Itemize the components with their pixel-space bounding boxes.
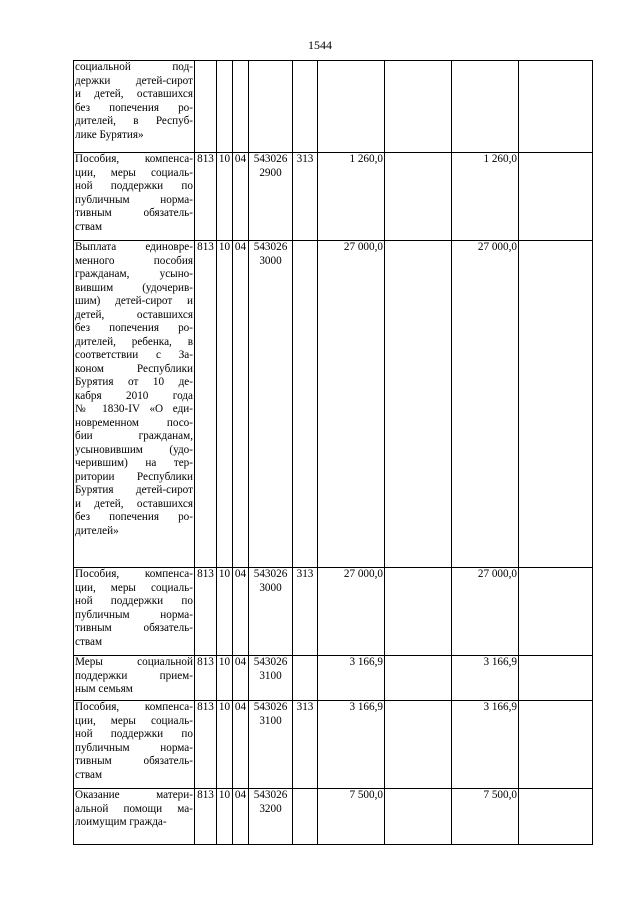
section-code: 10 [217, 656, 233, 701]
description-line: ствам [75, 220, 103, 233]
row-description [74, 568, 195, 656]
sum-value-2: 1 260,0 [452, 153, 519, 241]
table-row [74, 568, 593, 656]
subsection-code: 04 [233, 656, 249, 701]
description-line: лоимущим гражда- [75, 816, 167, 828]
empty-cell [519, 701, 593, 789]
empty-cell [519, 656, 593, 701]
empty-cell [385, 61, 452, 153]
row-description [74, 241, 195, 568]
ministry-code: 813 [195, 701, 217, 789]
description-line: соответствии с За- [75, 349, 193, 361]
expense-type-code [293, 789, 318, 845]
description-line: дителей» [75, 524, 119, 537]
description-line: тивным обязатель- [75, 755, 193, 767]
csr-line-2: 3000 [259, 581, 282, 594]
description-line: Бурятия от 10 де- [75, 376, 193, 388]
sum-value-2: 7 500,0 [452, 789, 519, 845]
description-line: ритории Республики [75, 470, 193, 483]
csr-line-2: 3000 [259, 254, 282, 267]
description-line: социальной под- [75, 61, 193, 73]
subsection-code [233, 61, 249, 153]
description-line: ции, меры социаль- [75, 581, 193, 594]
section-code: 10 [217, 568, 233, 656]
description-line: публичным норма- [75, 608, 193, 621]
sum-value: 7 500,0 [318, 789, 385, 845]
sum-value [318, 61, 385, 153]
description-line: Пособия, компенса- [75, 701, 193, 713]
csr-line-1: 543026 [253, 568, 288, 580]
sum-value-2: 3 166,9 [452, 656, 519, 701]
description-line: бии гражданам, [75, 430, 193, 442]
table-row [74, 241, 593, 568]
description-line: новременном посо- [75, 416, 193, 429]
row-description [74, 701, 195, 789]
sum-value-2: 3 166,9 [452, 701, 519, 789]
row-description [74, 61, 195, 153]
description-line: без попечения ро- [75, 511, 193, 523]
description-line: ствам [75, 768, 103, 781]
section-code: 10 [217, 701, 233, 789]
description-line: дителей, в Респуб- [75, 115, 193, 127]
description-line: ной поддержки по [75, 728, 193, 740]
csr-line-1: 543026 [253, 241, 288, 253]
subsection-code: 04 [233, 789, 249, 845]
ministry-code [195, 61, 217, 153]
table-body [74, 61, 593, 845]
sum-value-2: 27 000,0 [452, 241, 519, 568]
sum-value: 3 166,9 [318, 656, 385, 701]
target-article-code [249, 789, 293, 845]
description-line: ствам [75, 635, 103, 648]
sum-value-2: 27 000,0 [452, 568, 519, 656]
row-description [74, 153, 195, 241]
empty-cell [385, 789, 452, 845]
ministry-code: 813 [195, 568, 217, 656]
section-code: 10 [217, 789, 233, 845]
subsection-code: 04 [233, 701, 249, 789]
sum-value: 27 000,0 [318, 568, 385, 656]
target-article-code [249, 656, 293, 701]
empty-cell [519, 61, 593, 153]
description-line: Пособия, компенса- [75, 568, 193, 580]
description-line: коном Республики [75, 362, 193, 375]
section-code: 10 [217, 153, 233, 241]
description-line: без попечения ро- [75, 101, 193, 114]
sum-value-2 [452, 61, 519, 153]
description-line: без попечения ро- [75, 322, 193, 334]
empty-cell [519, 789, 593, 845]
empty-cell [385, 568, 452, 656]
expense-type-code [293, 61, 318, 153]
table-row [74, 656, 593, 701]
description-line: менного пособия [75, 254, 193, 267]
expense-type-code: 313 [293, 701, 318, 789]
description-line: тивным обязатель- [75, 622, 193, 634]
row-description [74, 789, 195, 845]
csr-line-1: 543026 [253, 153, 288, 165]
description-line: ции, меры социаль- [75, 714, 193, 727]
empty-cell [519, 568, 593, 656]
target-article-code [249, 568, 293, 656]
csr-line-1: 543026 [253, 701, 288, 713]
empty-cell [519, 241, 593, 568]
expense-type-code: 313 [293, 568, 318, 656]
csr-line-1: 543026 [253, 656, 288, 668]
sum-value: 3 166,9 [318, 701, 385, 789]
ministry-code: 813 [195, 153, 217, 241]
target-article-code [249, 153, 293, 241]
description-line: № 1830-IV «О еди- [75, 403, 193, 415]
description-line: ной поддержки по [75, 595, 193, 607]
description-line: поддержки прием- [75, 669, 193, 682]
description-line: лике Бурятия» [75, 128, 144, 141]
sum-value: 27 000,0 [318, 241, 385, 568]
target-article-code [249, 701, 293, 789]
empty-cell [519, 153, 593, 241]
description-line: и детей, оставшихся [75, 88, 193, 100]
csr-line-2: 3200 [259, 802, 282, 815]
csr-line-2: 3100 [259, 669, 282, 682]
empty-cell [385, 656, 452, 701]
ministry-code: 813 [195, 241, 217, 568]
subsection-code: 04 [233, 153, 249, 241]
description-line: держки детей-сирот [75, 74, 193, 87]
description-line: кабря 2010 года [75, 389, 193, 402]
description-line: и детей, оставшихся [75, 497, 193, 510]
empty-cell [385, 241, 452, 568]
description-line: публичным норма- [75, 741, 193, 754]
ministry-code: 813 [195, 656, 217, 701]
description-line: черившим) на тер- [75, 457, 193, 469]
expense-type-code [293, 241, 318, 568]
budget-table [73, 60, 593, 845]
description-line: Выплата единовре- [75, 241, 193, 253]
subsection-code: 04 [233, 568, 249, 656]
description-line: ции, меры социаль- [75, 166, 193, 179]
sum-value: 1 260,0 [318, 153, 385, 241]
description-line: усыновившим (удо- [75, 443, 193, 456]
csr-line-2: 2900 [259, 166, 282, 179]
subsection-code: 04 [233, 241, 249, 568]
description-line: Бурятия детей-сирот [75, 484, 193, 496]
expense-type-code [293, 656, 318, 701]
empty-cell [385, 701, 452, 789]
csr-line-2: 3100 [259, 714, 282, 727]
description-line: дителей, ребенка, в [75, 335, 193, 348]
description-line: ной поддержки по [75, 180, 193, 192]
expense-type-code: 313 [293, 153, 318, 241]
description-line: Пособия, компенса- [75, 153, 193, 165]
section-code [217, 61, 233, 153]
ministry-code: 813 [195, 789, 217, 845]
description-line: публичным норма- [75, 193, 193, 206]
empty-cell [385, 153, 452, 241]
description-line: вившим (удочерив- [75, 281, 193, 294]
target-article-code [249, 61, 293, 153]
table-row [74, 789, 593, 845]
description-line: шим) детей-сирот и [75, 295, 193, 307]
csr-line-1: 543026 [253, 789, 288, 801]
target-article-code [249, 241, 293, 568]
table-row [74, 153, 593, 241]
row-description [74, 656, 195, 701]
section-code: 10 [217, 241, 233, 568]
description-line: Оказание матери- [75, 789, 193, 801]
description-line: детей, оставшихся [75, 308, 193, 321]
table-row [74, 61, 593, 153]
description-line: тивным обязатель- [75, 207, 193, 219]
page-number: 1544 [308, 38, 332, 52]
description-line: гражданам, усыно- [75, 268, 193, 280]
description-line: ным семьям [75, 683, 133, 695]
table-row [74, 701, 593, 789]
description-line: Меры социальной [75, 656, 193, 668]
description-line: альной помощи ма- [75, 802, 193, 815]
